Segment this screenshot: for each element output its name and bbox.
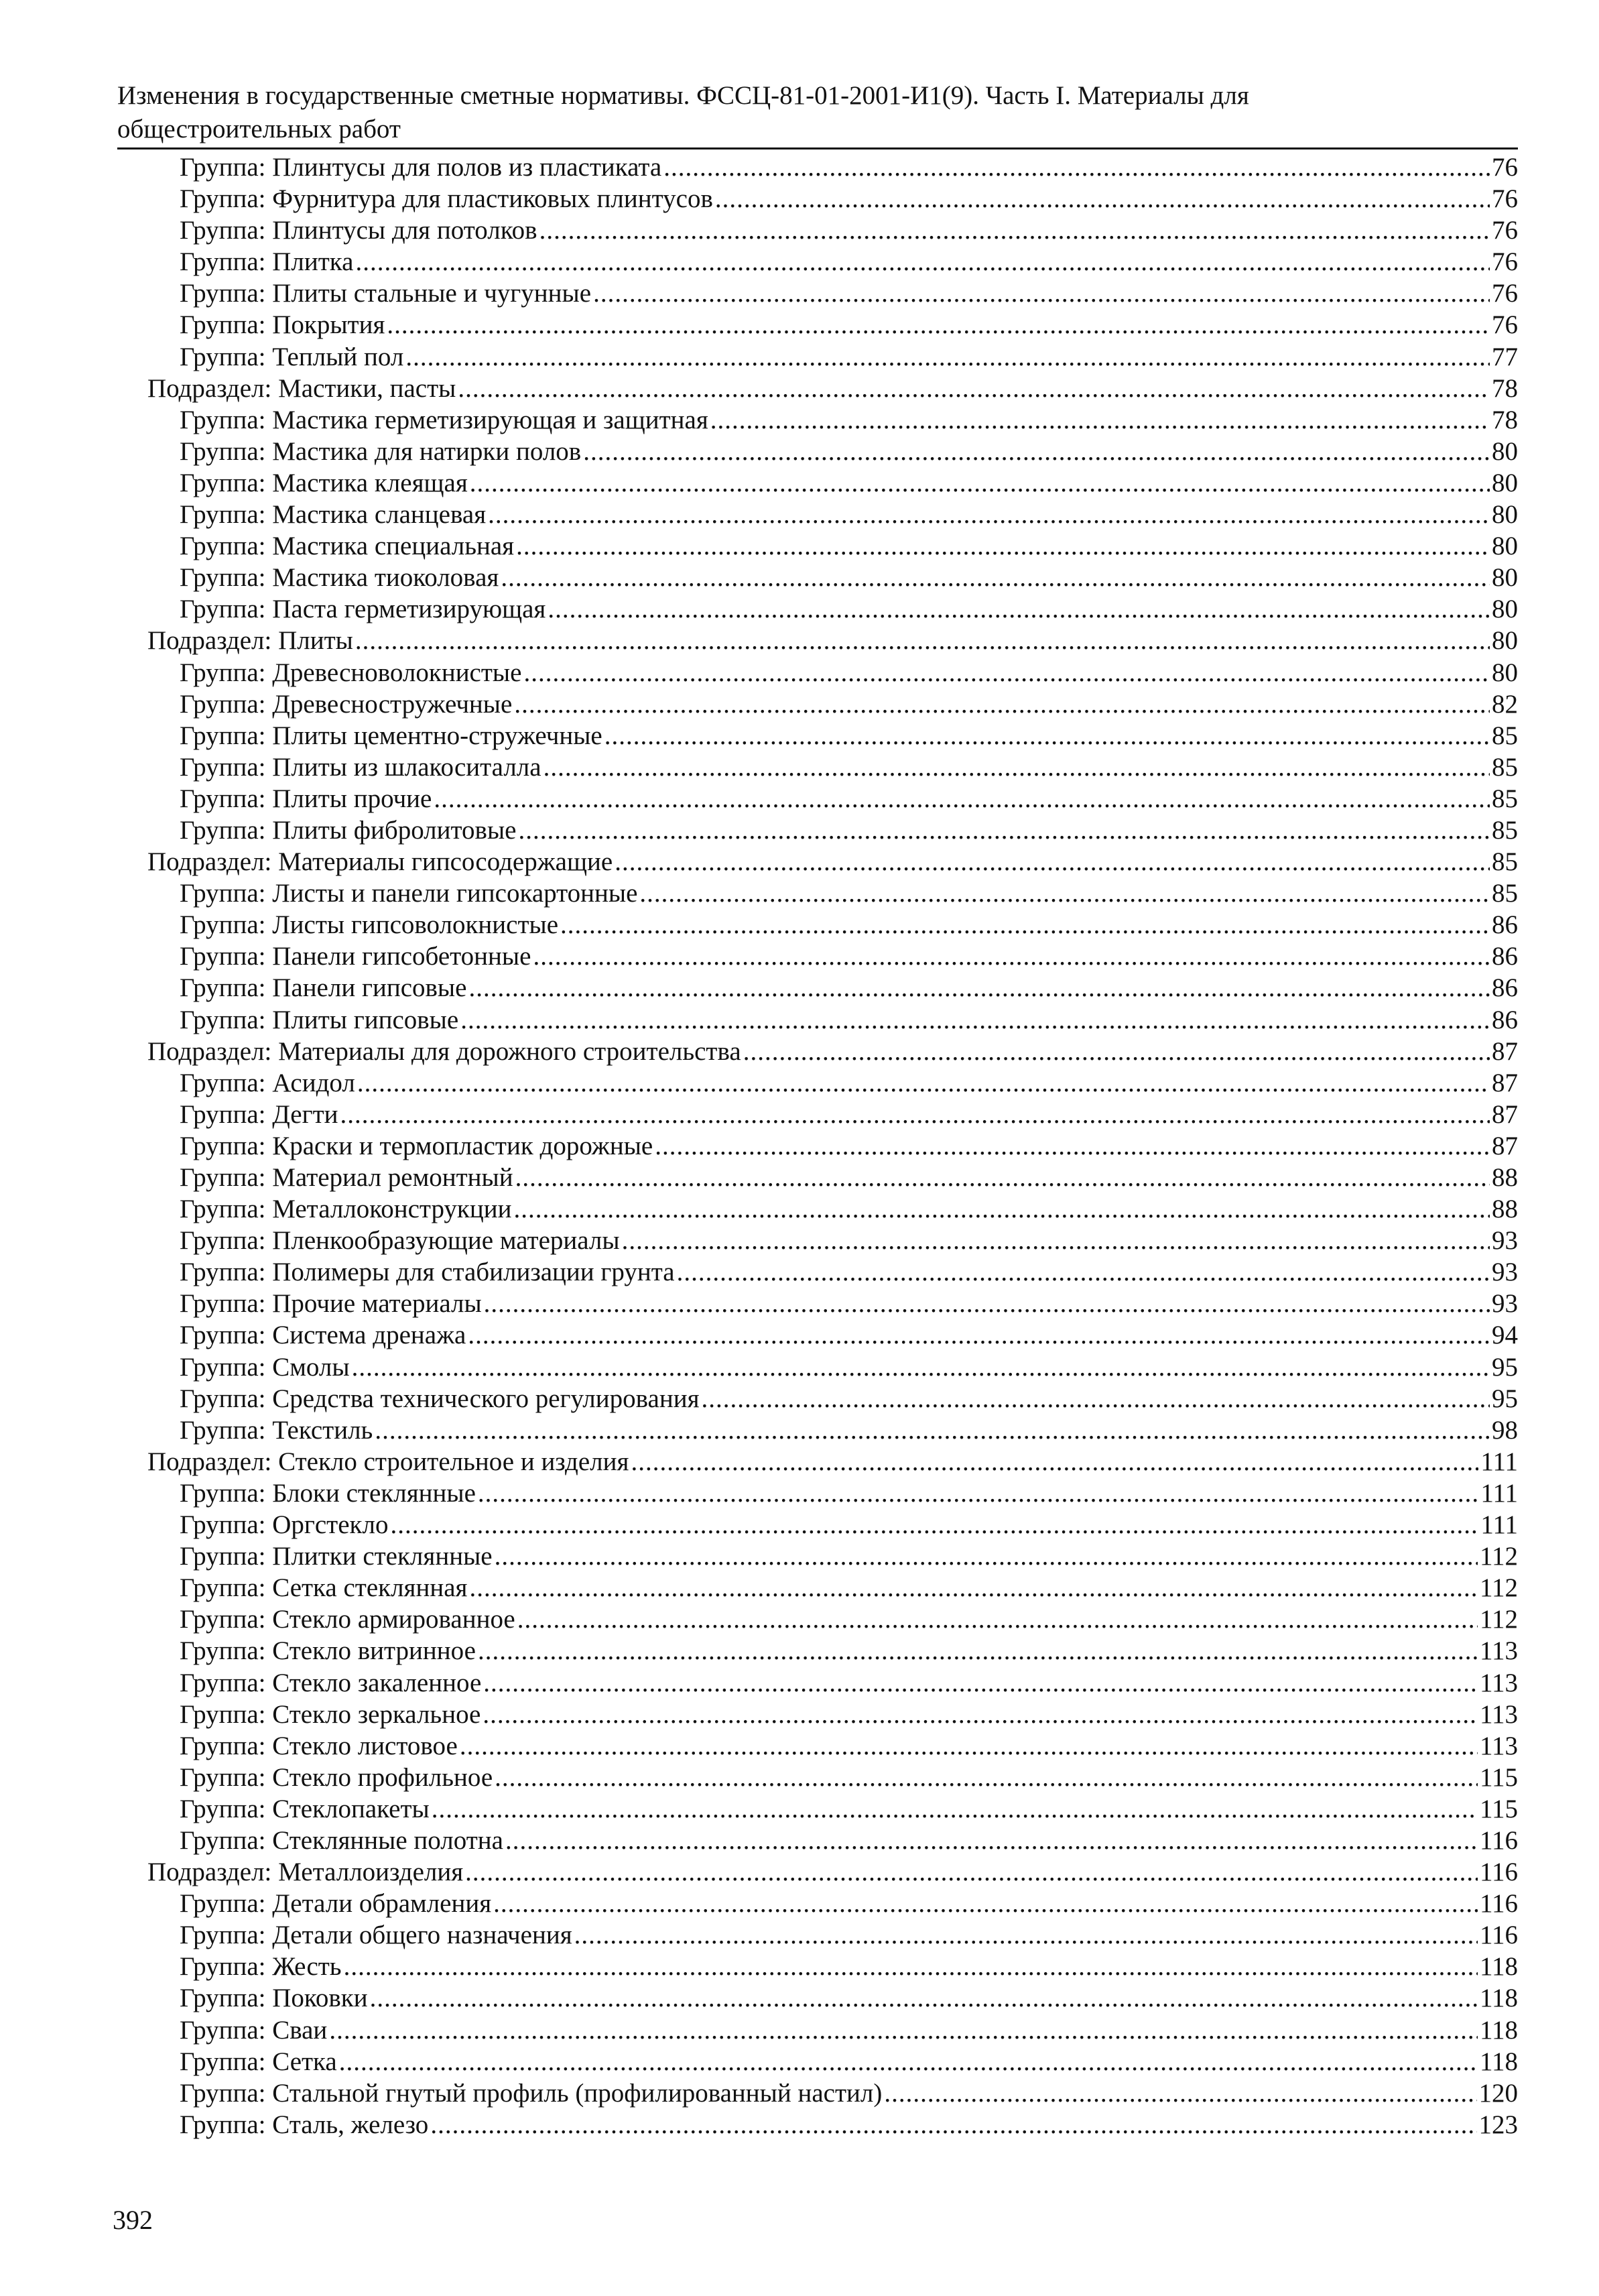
toc-dot-leader bbox=[460, 1004, 1490, 1036]
toc-dot-leader bbox=[516, 530, 1490, 562]
toc-group-entry bbox=[134, 2077, 1518, 2109]
toc-dot-leader bbox=[523, 657, 1490, 688]
toc-dot-leader bbox=[355, 625, 1490, 656]
toc-dot-leader bbox=[539, 215, 1490, 246]
toc-entry-label: Группа: Мастика тиоколовая bbox=[180, 563, 499, 593]
toc-group-entry bbox=[134, 1193, 1518, 1225]
toc-entry-page: 82 bbox=[1492, 689, 1518, 719]
toc-entry-label: Группа: Мастика герметизирующая и защитная bbox=[180, 405, 708, 434]
toc-group-entry bbox=[134, 878, 1518, 909]
toc-group-entry bbox=[134, 1477, 1518, 1509]
toc-group-entry bbox=[134, 2046, 1518, 2077]
toc-group-entry bbox=[134, 2109, 1518, 2140]
toc-dot-leader bbox=[468, 1319, 1490, 1351]
toc-group-entry bbox=[134, 688, 1518, 720]
toc-entry-label: Группа: Плитка bbox=[180, 247, 354, 277]
toc-group-entry bbox=[134, 751, 1518, 783]
toc-entry-label: Группа: Сваи bbox=[180, 2015, 328, 2045]
toc-entry-label: Подраздел: Материалы гипсосодержащие bbox=[147, 847, 613, 877]
toc-dot-leader bbox=[574, 1919, 1478, 1951]
toc-entry-label: Группа: Сталь, железо bbox=[180, 2110, 429, 2139]
toc-entry-label: Подраздел: Плиты bbox=[147, 626, 353, 656]
toc-entry-page: 80 bbox=[1492, 436, 1518, 466]
toc-entry-page: 86 bbox=[1492, 973, 1518, 1003]
toc-entry-page: 76 bbox=[1492, 310, 1518, 340]
toc-entry-page: 76 bbox=[1492, 279, 1518, 308]
toc-entry-label: Группа: Мастика специальная bbox=[180, 532, 515, 561]
toc-dot-leader bbox=[622, 1225, 1490, 1256]
toc-dot-leader bbox=[517, 1604, 1478, 1635]
toc-dot-leader bbox=[501, 562, 1490, 593]
toc-dot-leader bbox=[483, 1667, 1478, 1699]
toc-group-entry bbox=[134, 1256, 1518, 1288]
toc-dot-leader bbox=[593, 278, 1490, 309]
toc-entry-label: Группа: Сетка стеклянная bbox=[180, 1573, 468, 1603]
toc-group-entry bbox=[134, 309, 1518, 341]
toc-entry-label: Группа: Плиты из шлакоситалла bbox=[180, 752, 541, 782]
toc-entry-page: 118 bbox=[1479, 2047, 1518, 2076]
toc-group-entry bbox=[134, 1225, 1518, 1256]
toc-entry-page: 86 bbox=[1492, 942, 1518, 971]
toc-group-entry bbox=[134, 404, 1518, 436]
toc-entry-page: 76 bbox=[1492, 247, 1518, 277]
toc-group-entry bbox=[134, 1667, 1518, 1699]
toc-dot-leader bbox=[470, 467, 1490, 499]
toc-subsection-entry bbox=[134, 1446, 1518, 1477]
toc-entry-page: 80 bbox=[1492, 658, 1518, 687]
toc-entry-label: Группа: Детали обрамления bbox=[180, 1889, 492, 1919]
toc-entry-label: Группа: Стекло зеркальное bbox=[180, 1699, 481, 1729]
toc-entry-label: Группа: Мастика клеящая bbox=[180, 468, 468, 497]
toc-group-entry bbox=[134, 1699, 1518, 1730]
toc-entry-label: Группа: Прочие материалы bbox=[180, 1289, 482, 1319]
toc-entry-page: 115 bbox=[1479, 1794, 1518, 1823]
toc-dot-leader bbox=[514, 688, 1490, 720]
toc-entry-label: Группа: Жесть bbox=[180, 1952, 342, 1982]
toc-dot-leader bbox=[702, 1383, 1490, 1414]
toc-entry-page: 76 bbox=[1492, 184, 1518, 214]
toc-entry-page: 80 bbox=[1492, 595, 1518, 624]
toc-dot-leader bbox=[370, 1982, 1478, 2014]
toc-group-entry bbox=[134, 909, 1518, 941]
toc-entry-label: Подраздел: Стекло строительное и изделия bbox=[147, 1447, 629, 1476]
toc-group-entry bbox=[134, 1919, 1518, 1951]
toc-subsection-entry bbox=[134, 373, 1518, 404]
toc-dot-leader bbox=[604, 720, 1490, 751]
toc-entry-label: Группа: Дегти bbox=[180, 1099, 338, 1129]
toc-entry-page: 80 bbox=[1492, 468, 1518, 497]
toc-entry-label: Группа: Сетка bbox=[180, 2047, 337, 2076]
toc-dot-leader bbox=[478, 1635, 1478, 1667]
toc-entry-page: 88 bbox=[1492, 1195, 1518, 1224]
toc-entry-page: 111 bbox=[1480, 1478, 1518, 1508]
toc-group-entry bbox=[134, 1604, 1518, 1635]
toc-entry-label: Группа: Мастика сланцевая bbox=[180, 500, 487, 530]
toc-dot-leader bbox=[460, 1730, 1478, 1762]
toc-group-entry bbox=[134, 1762, 1518, 1793]
toc-subsection-entry bbox=[134, 846, 1518, 878]
toc-group-entry bbox=[134, 1004, 1518, 1036]
toc-entry-label: Группа: Стеклопакеты bbox=[180, 1794, 430, 1823]
toc-entry-label: Группа: Пленкообразующие материалы bbox=[180, 1226, 620, 1256]
toc-dot-leader bbox=[357, 1067, 1490, 1099]
toc-group-entry bbox=[134, 1414, 1518, 1446]
toc-entry-label: Группа: Плитки стеклянные bbox=[180, 1542, 493, 1571]
toc-dot-leader bbox=[543, 751, 1490, 783]
toc-dot-leader bbox=[488, 499, 1490, 530]
toc-group-entry bbox=[134, 783, 1518, 814]
toc-dot-leader bbox=[355, 246, 1490, 278]
toc-dot-leader bbox=[340, 1099, 1490, 1130]
toc-dot-leader bbox=[505, 1825, 1478, 1856]
toc-entry-label: Группа: Листы гипсоволокнистые bbox=[180, 910, 559, 940]
toc-dot-leader bbox=[432, 1793, 1478, 1825]
toc-entry-label: Группа: Стальной гнутый профиль (профилированный настил) bbox=[180, 2078, 883, 2108]
toc-dot-leader bbox=[344, 1951, 1478, 1982]
toc-entry-label: Группа: Плиты прочие bbox=[180, 784, 432, 813]
toc-entry-page: 116 bbox=[1479, 1825, 1518, 1855]
toc-entry-label: Группа: Паста герметизирующая bbox=[180, 595, 546, 624]
toc-entry-label: Группа: Стекло армированное bbox=[180, 1605, 515, 1634]
toc-entry-label: Группа: Плиты стальные и чугунные bbox=[180, 279, 592, 308]
toc-entry-page: 85 bbox=[1492, 784, 1518, 813]
toc-dot-leader bbox=[560, 909, 1490, 941]
toc-entry-label: Группа: Плинтусы для полов из пластиката bbox=[180, 153, 662, 182]
toc-entry-page: 116 bbox=[1479, 1921, 1518, 1950]
toc-entry-label: Группа: Поковки bbox=[180, 1984, 368, 2013]
toc-dot-leader bbox=[469, 1572, 1477, 1604]
toc-group-entry bbox=[134, 278, 1518, 309]
toc-dot-leader bbox=[710, 404, 1490, 436]
toc-entry-page: 116 bbox=[1479, 1858, 1518, 1887]
toc-group-entry bbox=[134, 593, 1518, 625]
toc-group-entry bbox=[134, 467, 1518, 499]
toc-entry-label: Группа: Детали общего назначения bbox=[180, 1921, 572, 1950]
toc-entry-page: 78 bbox=[1492, 405, 1518, 434]
toc-entry-label: Группа: Плиты фибролитовые bbox=[180, 815, 517, 845]
toc-group-entry bbox=[134, 1130, 1518, 1162]
toc-entry-label: Группа: Полимеры для стабилизации грунта bbox=[180, 1258, 675, 1287]
table-of-contents bbox=[134, 152, 1518, 2140]
toc-entry-page: 78 bbox=[1492, 373, 1518, 403]
toc-entry-page: 76 bbox=[1492, 216, 1518, 245]
toc-group-entry bbox=[134, 720, 1518, 751]
toc-dot-leader bbox=[663, 152, 1490, 183]
toc-entry-page: 87 bbox=[1492, 1131, 1518, 1160]
toc-dot-leader bbox=[387, 309, 1490, 341]
toc-entry-label: Группа: Блоки стеклянные bbox=[180, 1478, 476, 1508]
running-header-line-2: общестроительных работ bbox=[117, 115, 401, 143]
toc-dot-leader bbox=[478, 1477, 1478, 1509]
toc-group-entry bbox=[134, 530, 1518, 562]
toc-entry-label: Группа: Стеклянные полотна bbox=[180, 1825, 503, 1855]
toc-entry-page: 85 bbox=[1492, 879, 1518, 908]
toc-group-entry bbox=[134, 1288, 1518, 1319]
toc-entry-label: Группа: Древесностружечные bbox=[180, 689, 513, 719]
toc-entry-page: 77 bbox=[1492, 342, 1518, 371]
toc-dot-leader bbox=[515, 1162, 1490, 1193]
toc-group-entry bbox=[134, 499, 1518, 530]
toc-entry-page: 95 bbox=[1492, 1384, 1518, 1413]
toc-entry-page: 98 bbox=[1492, 1415, 1518, 1445]
toc-entry-page: 118 bbox=[1479, 1952, 1518, 1982]
toc-dot-leader bbox=[390, 1509, 1478, 1540]
toc-dot-leader bbox=[329, 2014, 1478, 2046]
toc-entry-label: Группа: Древесноволокнистые bbox=[180, 658, 522, 687]
toc-entry-page: 113 bbox=[1479, 1636, 1518, 1666]
toc-subsection-entry bbox=[134, 625, 1518, 656]
toc-dot-leader bbox=[465, 1856, 1478, 1888]
toc-entry-page: 111 bbox=[1480, 1510, 1518, 1540]
toc-entry-label: Группа: Покрытия bbox=[180, 310, 385, 340]
toc-entry-page: 123 bbox=[1478, 2110, 1518, 2139]
toc-entry-label: Группа: Средства технического регулирования bbox=[180, 1384, 700, 1413]
toc-entry-page: 87 bbox=[1492, 1068, 1518, 1097]
toc-entry-page: 95 bbox=[1492, 1352, 1518, 1382]
toc-entry-page: 112 bbox=[1479, 1542, 1518, 1571]
toc-entry-label: Группа: Металлоконструкции bbox=[180, 1195, 512, 1224]
toc-group-entry bbox=[134, 1067, 1518, 1099]
toc-entry-page: 120 bbox=[1478, 2078, 1518, 2108]
toc-entry-page: 116 bbox=[1479, 1889, 1518, 1919]
toc-group-entry bbox=[134, 1162, 1518, 1193]
toc-entry-label: Группа: Стекло листовое bbox=[180, 1731, 458, 1760]
toc-group-entry bbox=[134, 1730, 1518, 1762]
toc-dot-leader bbox=[495, 1762, 1478, 1793]
toc-entry-label: Группа: Смолы bbox=[180, 1352, 350, 1382]
toc-entry-page: 118 bbox=[1479, 2015, 1518, 2045]
toc-dot-leader bbox=[405, 341, 1490, 373]
toc-entry-page: 118 bbox=[1479, 1984, 1518, 2013]
toc-group-entry bbox=[134, 436, 1518, 467]
toc-entry-label: Группа: Плиты цементно-стружечные bbox=[180, 721, 602, 750]
toc-group-entry bbox=[134, 1099, 1518, 1130]
toc-group-entry bbox=[134, 1888, 1518, 1919]
toc-entry-page: 111 bbox=[1480, 1447, 1518, 1476]
toc-group-entry bbox=[134, 2014, 1518, 2046]
toc-entry-page: 112 bbox=[1479, 1573, 1518, 1603]
toc-entry-label: Группа: Система дренажа bbox=[180, 1321, 466, 1350]
toc-entry-page: 115 bbox=[1479, 1762, 1518, 1792]
toc-entry-page: 76 bbox=[1492, 153, 1518, 182]
toc-entry-page: 80 bbox=[1492, 532, 1518, 561]
running-header bbox=[117, 79, 1518, 149]
toc-group-entry bbox=[134, 341, 1518, 373]
toc-group-entry bbox=[134, 152, 1518, 183]
toc-dot-leader bbox=[533, 941, 1490, 972]
toc-dot-leader bbox=[518, 814, 1490, 846]
toc-entry-label: Группа: Стекло профильное bbox=[180, 1762, 493, 1792]
toc-entry-page: 87 bbox=[1492, 1036, 1518, 1066]
toc-group-entry bbox=[134, 1572, 1518, 1604]
toc-entry-page: 85 bbox=[1492, 721, 1518, 750]
toc-dot-leader bbox=[434, 783, 1490, 814]
toc-entry-label: Группа: Панели гипсобетонные bbox=[180, 942, 531, 971]
toc-entry-page: 113 bbox=[1479, 1699, 1518, 1729]
toc-group-entry bbox=[134, 657, 1518, 688]
toc-group-entry bbox=[134, 1825, 1518, 1856]
toc-group-entry bbox=[134, 215, 1518, 246]
toc-group-entry bbox=[134, 1951, 1518, 1982]
toc-entry-page: 93 bbox=[1492, 1226, 1518, 1256]
toc-dot-leader bbox=[639, 878, 1490, 909]
toc-entry-label: Группа: Оргстекло bbox=[180, 1510, 389, 1540]
toc-dot-leader bbox=[495, 1540, 1478, 1572]
toc-group-entry bbox=[134, 1982, 1518, 2014]
toc-subsection-entry bbox=[134, 1036, 1518, 1067]
toc-entry-label: Группа: Плинтусы для потолков bbox=[180, 216, 537, 245]
toc-dot-leader bbox=[493, 1888, 1478, 1919]
toc-entry-label: Группа: Панели гипсовые bbox=[180, 973, 467, 1003]
toc-entry-label: Группа: Плиты гипсовые bbox=[180, 1005, 459, 1034]
toc-group-entry bbox=[134, 1319, 1518, 1351]
toc-dot-leader bbox=[339, 2046, 1478, 2077]
toc-entry-label: Группа: Мастика для натирки полов bbox=[180, 436, 582, 466]
toc-entry-page: 93 bbox=[1492, 1289, 1518, 1319]
toc-entry-label: Группа: Краски и термопластик дорожные bbox=[180, 1131, 653, 1160]
toc-dot-leader bbox=[583, 436, 1490, 467]
toc-entry-page: 85 bbox=[1492, 815, 1518, 845]
toc-entry-page: 80 bbox=[1492, 500, 1518, 530]
toc-entry-label: Группа: Стекло закаленное bbox=[180, 1668, 482, 1697]
toc-dot-leader bbox=[514, 1193, 1490, 1225]
toc-dot-leader bbox=[548, 593, 1490, 625]
toc-entry-page: 112 bbox=[1479, 1605, 1518, 1634]
toc-entry-label: Группа: Стекло витринное bbox=[180, 1636, 476, 1666]
toc-dot-leader bbox=[430, 2109, 1476, 2140]
toc-entry-label: Подраздел: Мастики, пасты bbox=[147, 373, 456, 403]
toc-group-entry bbox=[134, 1635, 1518, 1667]
toc-entry-page: 80 bbox=[1492, 626, 1518, 656]
toc-entry-page: 86 bbox=[1492, 1005, 1518, 1034]
toc-dot-leader bbox=[458, 373, 1490, 404]
toc-dot-leader bbox=[715, 183, 1490, 215]
toc-group-entry bbox=[134, 183, 1518, 215]
toc-group-entry bbox=[134, 1351, 1518, 1383]
toc-dot-leader bbox=[884, 2077, 1476, 2109]
toc-entry-label: Группа: Листы и панели гипсокартонные bbox=[180, 879, 638, 908]
toc-entry-label: Группа: Текстиль bbox=[180, 1415, 373, 1445]
toc-entry-label: Группа: Теплый пол bbox=[180, 342, 404, 371]
toc-dot-leader bbox=[484, 1288, 1490, 1319]
toc-entry-label: Группа: Асидол bbox=[180, 1068, 355, 1097]
toc-entry-page: 85 bbox=[1492, 752, 1518, 782]
running-header-line-1: Изменения в государственные сметные нормативы. ФССЦ-81-01-2001-И1(9). Часть I. Материалы для bbox=[117, 81, 1249, 110]
toc-dot-leader bbox=[743, 1036, 1490, 1067]
toc-group-entry bbox=[134, 1383, 1518, 1414]
toc-group-entry bbox=[134, 814, 1518, 846]
toc-dot-leader bbox=[655, 1130, 1490, 1162]
toc-dot-leader bbox=[468, 972, 1490, 1004]
toc-dot-leader bbox=[375, 1414, 1490, 1446]
page-number: 392 bbox=[113, 2205, 153, 2235]
toc-group-entry bbox=[134, 562, 1518, 593]
toc-group-entry bbox=[134, 246, 1518, 278]
toc-group-entry bbox=[134, 1540, 1518, 1572]
toc-entry-page: 113 bbox=[1479, 1668, 1518, 1697]
toc-entry-page: 86 bbox=[1492, 910, 1518, 940]
toc-entry-page: 94 bbox=[1492, 1321, 1518, 1350]
toc-entry-page: 88 bbox=[1492, 1163, 1518, 1192]
toc-entry-page: 93 bbox=[1492, 1258, 1518, 1287]
toc-dot-leader bbox=[615, 846, 1490, 878]
toc-entry-page: 85 bbox=[1492, 847, 1518, 877]
toc-entry-page: 113 bbox=[1479, 1731, 1518, 1760]
toc-dot-leader bbox=[677, 1256, 1490, 1288]
toc-subsection-entry bbox=[134, 1856, 1518, 1888]
toc-entry-page: 87 bbox=[1492, 1099, 1518, 1129]
toc-group-entry bbox=[134, 972, 1518, 1004]
toc-entry-label: Подраздел: Металлоизделия bbox=[147, 1858, 464, 1887]
toc-group-entry bbox=[134, 1793, 1518, 1825]
toc-group-entry bbox=[134, 941, 1518, 972]
toc-dot-leader bbox=[352, 1351, 1490, 1383]
toc-entry-label: Группа: Материал ремонтный bbox=[180, 1163, 513, 1192]
toc-entry-page: 80 bbox=[1492, 563, 1518, 593]
toc-dot-leader bbox=[631, 1446, 1478, 1477]
toc-dot-leader bbox=[483, 1699, 1478, 1730]
toc-entry-label: Группа: Фурнитура для пластиковых плинтусов bbox=[180, 184, 713, 214]
toc-group-entry bbox=[134, 1509, 1518, 1540]
toc-entry-label: Подраздел: Материалы для дорожного строительства bbox=[147, 1036, 741, 1066]
